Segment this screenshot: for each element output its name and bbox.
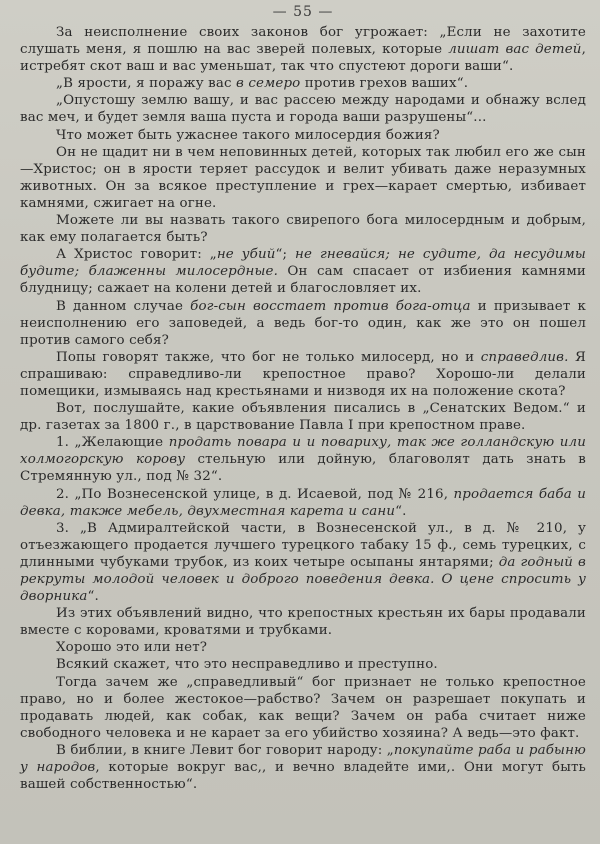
paragraph: „В ярости, я поражу вас в семеро против грехов ваших“. <box>56 76 469 92</box>
page-number: — 55 — <box>272 4 334 20</box>
paragraph: А Христос говорит: „не убий“; не гневайся; не судите, да несудимы будите; блаженны милосердные. Он сам спасает от избиения камнями блудницу; сажает на колени детей и благословляет их. <box>20 247 586 297</box>
paragraph: Всякий скажет, что это несправедливо и преступно. <box>56 657 438 673</box>
paragraph: 2. „По Вознесенской улице, в д. Исаевой, под № 216, продается баба и девка, также мебель, двухместная карета и сани“. <box>20 486 586 519</box>
paragraph: Можете ли вы назвать такого свирепого бога милосердным и добрым, как ему полагается быть? <box>20 213 586 246</box>
paragraph: 1. „Желающие продать повара и и повариху, так же голландскую или холмогорскую корову стельную или дойную, благоволят дать знать в Стремянную ул., под № 32“. <box>20 435 587 485</box>
italic-run: не убий <box>216 247 276 263</box>
italic-run: не гневайся; не судите, да несудимы будите; блаженны милосердные. <box>20 247 586 280</box>
italic-run: да годный в рекруты молодой человек и доброго поведения девка. О цене спросить у дворника <box>20 554 586 605</box>
paragraph: В данном случае бог-сын восстает против бога-отца и призывает к неисполнению его заповедей, а ведь бог-то один, как же это он пошел против самого себя? <box>20 298 586 348</box>
paragraph: Тогда зачем же „справедливый“ бог признает не только крепостное право, но и более жестокое—рабство? Зачем он разрешает покупать и продавать людей, как собак, как вещи? Зачем он раба считает ниже свободного человека и не карает за его убийство хозяина? А ведь—это факт. <box>20 674 586 741</box>
paragraph: В библии, в книге Левит бог говорит народу: „покупайте раба и рабыню у народов, которые вокруг вас,, и вечно владейте ими,. Они могут быть вашей собственностью“. <box>20 742 586 793</box>
italic-run: справедлив. <box>480 349 569 365</box>
paragraph: Он не щадит ни в чем неповинных детей, которых так любил его же сын—Христос; он в ярости теряет рассудок и велит убивать даже неразумных животных. Он за всякое преступление и грех—карает смертью, избивает камнями, сжигает на огне. <box>20 144 586 211</box>
body-text <box>20 24 586 793</box>
paragraph: 3. „В Адмиралтейской части, в Вознесенской ул., в д. № 210, у отъезжающего продается лучшего турецкого табаку 15 ф., семь турецких, с длинными чубуками трубок, из коих четыре осыпаны янтарями; да годный в рекруты молодой человек и доброго поведения девка. О цене спросить у дворника“. <box>20 520 586 605</box>
italic-run: бог-сын восстает против бога-отца <box>190 298 471 314</box>
paragraph: Вот, послушайте, какие объявления писались в „Сенатских Ведом.“ и др. газетах за 1800 г., в царствование Павла I при крепостном праве. <box>20 401 586 434</box>
paragraph: Что может быть ужаснее такого милосердия божия? <box>56 127 440 143</box>
paragraph: Хорошо это или нет? <box>56 640 208 656</box>
paragraph: Попы говорят также, что бог не только милосерд, но и справедлив. Я спрашиваю: справедливо-ли крепостное право? Хорошо-ли делали помещики, измываясь над крестьянами и низводя их на положение скота? <box>20 349 587 399</box>
italic-run: в семеро <box>236 76 301 92</box>
italic-run: лишат вас детей <box>448 42 582 58</box>
italic-run: продать повара и и повариху, так же голландскую или холмогорскую корову <box>20 435 587 468</box>
italic-run: продается баба и девка, также мебель, двухместная карета и сани <box>20 486 586 519</box>
paragraph: Из этих объявлений видно, что крепостных крестьян их бары продавали вместе с коровами, кроватями и трубками. <box>20 606 586 639</box>
italic-run: покупайте раба и рабыню у народов <box>20 742 586 776</box>
paragraph: „Опустошу землю вашу, и вас рассею между народами и обнажу вслед вас меч, и будет земля ваша пуста и города ваши разрушены“... <box>20 93 586 126</box>
paragraph: За неисполнение своих законов бог угрожает: „Если не захотите слушать меня, я пошлю на вас зверей полевых, которые лишат вас детей, истребят скот ваш и вас уменьшат, так что спустеют дороги ваши“. <box>20 25 586 75</box>
